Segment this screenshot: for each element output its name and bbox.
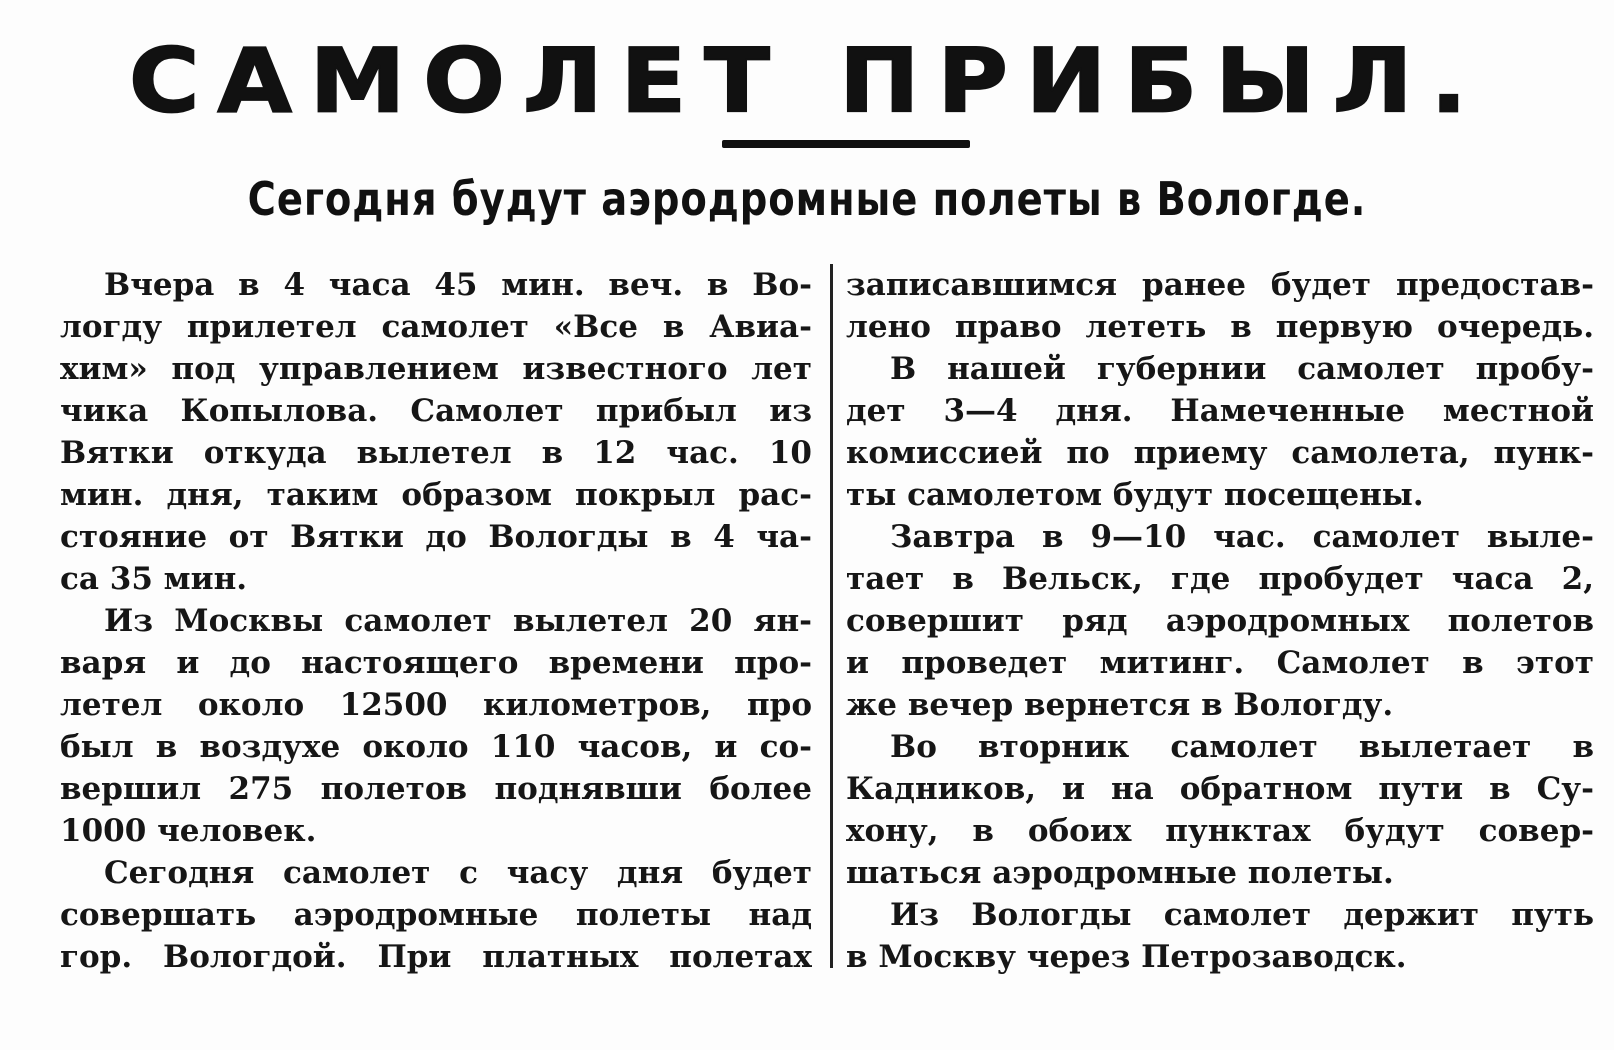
right-column [846, 264, 1594, 978]
text-line: 1000 человек. [60, 813, 317, 849]
text-line: чика Копылова. Самолет прибыл из [60, 393, 812, 429]
text-line: в Москву через Петрозаводск. [846, 939, 1407, 975]
text-line: записавшимся ранее будет предостав- [846, 267, 1594, 303]
text-line: же вечер вернется в Вологду. [846, 687, 1394, 723]
headline-rule [722, 140, 970, 148]
text-line: Из Вологды самолет держит путь [890, 897, 1594, 933]
text-line: Из Москвы самолет вылетел 20 ян- [104, 603, 812, 639]
left-column [60, 264, 812, 978]
text-line: В нашей губернии самолет пробу- [890, 351, 1594, 387]
headline: САМОЛЕТ ПРИБЫЛ. [129, 29, 1485, 133]
text-line: логду прилетел самолет «Все в Авиа- [60, 309, 812, 345]
column-divider [830, 264, 833, 968]
text-line: лено право лететь в первую очередь. [846, 309, 1594, 345]
text-line: совершать аэродромные полеты над [60, 897, 812, 933]
text-line: хону, в обоих пунктах будут совер- [846, 813, 1594, 849]
text-line: Завтра в 9—10 час. самолет выле- [890, 519, 1594, 555]
text-line: вершил 275 полетов поднявши более [60, 771, 812, 807]
text-line: тает в Вельск, где пробудет часа 2, [846, 561, 1594, 597]
text-line: совершит ряд аэродромных полетов [846, 603, 1594, 639]
text-line: летел около 12500 километров, про [60, 687, 812, 723]
text-line: Во вторник самолет вылетает в [890, 729, 1594, 765]
text-line: шаться аэродромные полеты. [846, 855, 1394, 891]
text-line: са 35 мин. [60, 561, 248, 597]
text-line: Сегодня самолет с часу дня будет [104, 855, 812, 891]
text-line: варя и до настоящего времени про- [60, 645, 812, 681]
text-line: и проведет митинг. Самолет в этот [846, 645, 1594, 681]
text-line: ты самолетом будут посещены. [846, 477, 1424, 513]
text-line: был в воздухе около 110 часов, и со- [60, 729, 812, 765]
text-line: Кадников, и на обратном пути в Су- [846, 771, 1594, 807]
text-line: Вчера в 4 часа 45 мин. веч. в Во- [104, 267, 812, 303]
text-line: гор. Вологдой. При платных полетах [60, 939, 812, 975]
text-line: Вятки откуда вылетел в 12 час. 10 [60, 435, 812, 471]
text-line: мин. дня, таким образом покрыл рас- [60, 477, 812, 513]
subheadline: Сегодня будут аэродромные полеты в Вологде. [247, 172, 1367, 226]
text-line: комиссией по приему самолета, пунк- [846, 435, 1594, 471]
text-line: хим» под управлением известного лет [60, 351, 812, 387]
text-line: стояние от Вятки до Вологды в 4 ча- [60, 519, 812, 555]
text-line: дет 3—4 дня. Намеченные местной [846, 393, 1594, 429]
